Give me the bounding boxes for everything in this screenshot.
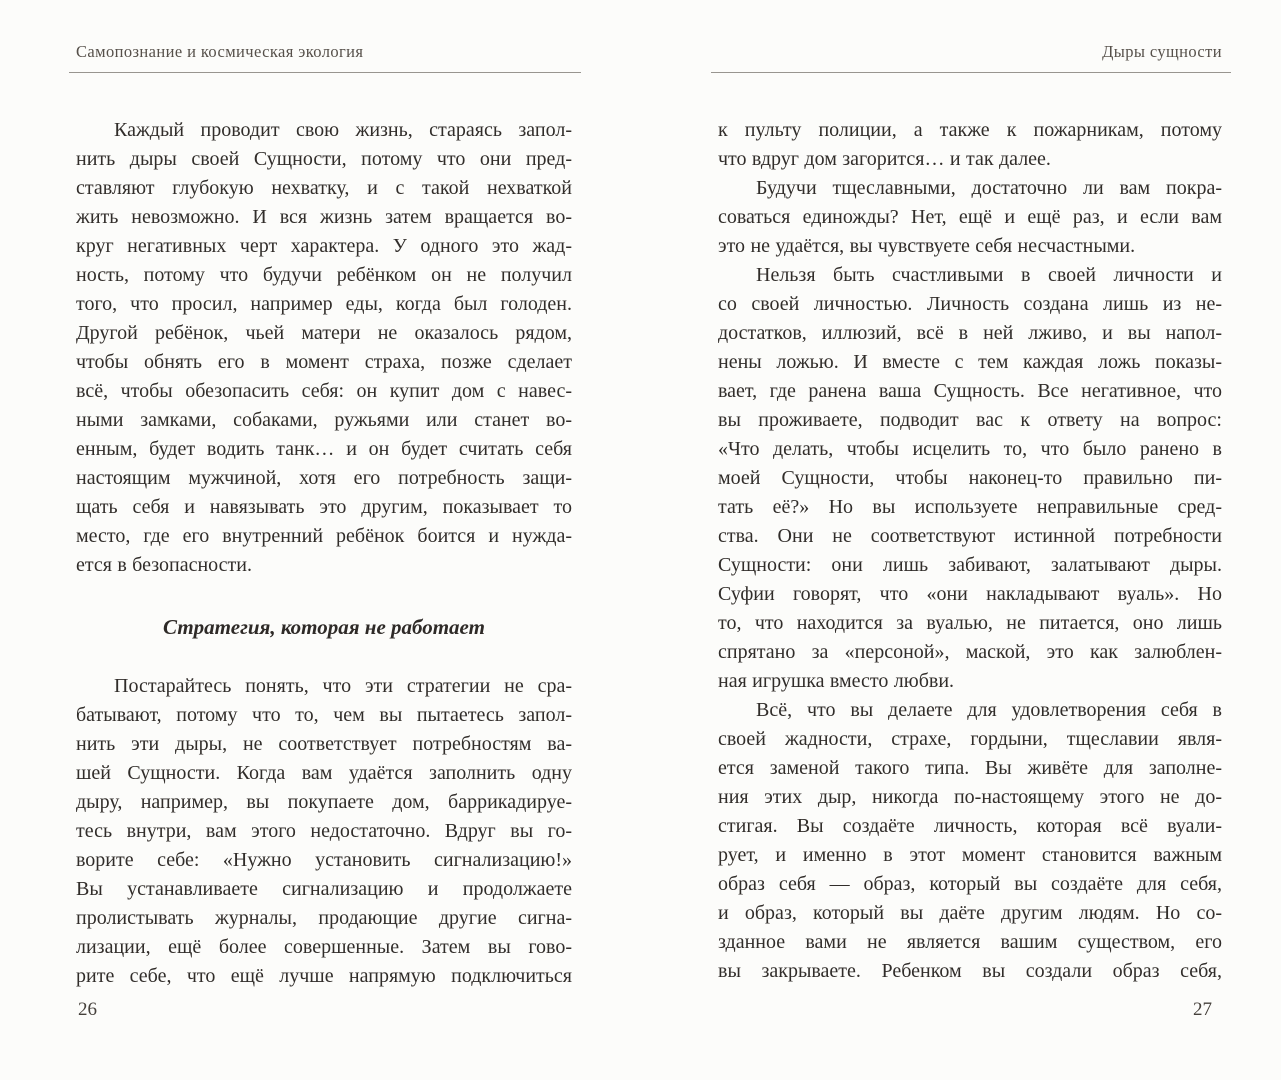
text-line: Суфии говорят, что «они накладывают вуаль». Но: [718, 583, 1222, 605]
text-line: «Что делать, чтобы исцелить то, что было ранено в: [718, 438, 1222, 460]
text-line: тать её?» Но вы используете неправильные сред-: [718, 496, 1222, 518]
text-line: нены ложью. И вместе с тем каждая ложь показы-: [718, 351, 1222, 373]
text-line: Всё, что вы делаете для удовлетворения себя в: [756, 699, 1222, 721]
page-body-right: [718, 116, 1222, 986]
paragraph: [718, 174, 1222, 261]
text-line: Будучи тщеславными, достаточно ли вам покра-: [756, 177, 1222, 199]
text-line: спрятано за «персоной», маской, это как залюблен-: [718, 641, 1222, 663]
text-line: место, где его внутренний ребёнок боится и нужда-: [76, 525, 572, 547]
text-line: вает, где ранена ваша Сущность. Все негативное, что: [718, 380, 1222, 402]
text-line: к пульту полиции, а также к пожарникам, потому: [718, 119, 1222, 141]
running-head-right: Дыры сущности: [1102, 42, 1222, 61]
text-line: ставляют глубокую нехватку, и с такой нехваткой: [76, 177, 572, 199]
text-line: нить эти дыры, не соответствует потребностям ва-: [76, 733, 572, 755]
text-line: моей Сущности, чтобы наконец-то правильно пи-: [718, 467, 1222, 489]
text-line: Вы устанавливаете сигнализацию и продолжаете: [76, 878, 572, 900]
text-line: Нельзя быть счастливыми в своей личности и: [756, 264, 1222, 286]
text-line: зданное вами не является вашим существом, его: [718, 931, 1222, 953]
running-head-left: Самопознание и космическая экология: [76, 42, 364, 61]
header-rule-right: [711, 72, 1231, 73]
text-line: тесь внутри, вам этого недостаточно. Вдруг вы го-: [76, 820, 572, 842]
text-line: вы проживаете, подводит вас к ответу на вопрос:: [718, 409, 1222, 431]
text-line: и образ, который вы даёте другим людям. Но со-: [718, 902, 1222, 924]
text-line: ными замками, собаками, ружьями или станет во-: [76, 409, 572, 431]
text-line: ная игрушка вместо любви.: [718, 670, 955, 692]
text-line: нить дыры своей Сущности, потому что они пред-: [76, 148, 572, 170]
text-line: своей жадности, страхе, гордыни, тщеславии явля-: [718, 728, 1222, 750]
text-line: Каждый проводит свою жизнь, стараясь запол-: [114, 119, 572, 141]
paragraph: [76, 116, 572, 580]
text-line: енным, будет водить танк… и он будет считать себя: [76, 438, 572, 460]
page-number-left: 26: [78, 999, 97, 1020]
text-line: лизации, ещё более совершенные. Затем вы гово-: [76, 936, 572, 958]
text-line: того, что просил, например еды, когда был голоден.: [76, 293, 572, 315]
page-left: [76, 0, 572, 1080]
text-line: ность, потому что будучи ребёнком он не получил: [76, 264, 572, 286]
page-right: [718, 0, 1222, 1080]
text-line: достатков, иллюзий, всё в ней лживо, и вы напол-: [718, 322, 1222, 344]
page-body-left: [76, 116, 572, 991]
text-line: рует, и именно в этот момент становится важным: [718, 844, 1222, 866]
text-line: это не удаётся, вы чувствуете себя несчастными.: [718, 235, 1136, 257]
section-heading: Стратегия, которая не работает: [163, 615, 485, 639]
text-line: ния этих дыр, никогда по-настоящему этого не до-: [718, 786, 1222, 808]
text-line: соваться единожды? Нет, ещё и ещё раз, и если вам: [718, 206, 1222, 228]
text-line: щать себя и навязывать это другим, показывает то: [76, 496, 572, 518]
text-line: со своей личностью. Личность создана лишь из не-: [718, 293, 1222, 315]
text-line: образ себя — образ, который вы создаёте для себя,: [718, 873, 1222, 895]
text-line: Постарайтесь понять, что эти стратегии не сра-: [114, 675, 572, 697]
paragraph: [718, 261, 1222, 696]
text-line: Сущности: они лишь забивают, залатывают дыры.: [718, 554, 1222, 576]
paragraph: [76, 672, 572, 991]
text-line: чтобы обнять его в момент страха, позже сделает: [76, 351, 572, 373]
text-line: стигая. Вы создаёте личность, которая всё вуали-: [718, 815, 1222, 837]
text-line: рите себе, что ещё лучше напрямую подключиться: [76, 965, 572, 987]
text-line: что вдруг дом загорится… и так далее.: [718, 148, 1051, 170]
page-number-right: 27: [1193, 999, 1212, 1020]
text-line: батывают, потому что то, чем вы пытаетесь запол-: [76, 704, 572, 726]
text-line: ства. Они не соответствуют истинной потребности: [718, 525, 1222, 547]
text-line: пролистывать журналы, продающие другие сигна-: [76, 907, 572, 929]
text-line: то, что находится за вуалью, не питается, оно лишь: [718, 612, 1222, 634]
text-line: Другой ребёнок, чьей матери не оказалось рядом,: [76, 322, 572, 344]
text-line: ворите себе: «Нужно установить сигнализацию!»: [76, 849, 572, 871]
paragraph: [718, 696, 1222, 986]
text-line: вы закрываете. Ребенком вы создали образ себя,: [718, 960, 1222, 982]
text-line: настоящим мужчиной, хотя его потребность защи-: [76, 467, 572, 489]
text-line: ется в безопасности.: [76, 554, 252, 576]
paragraph: [718, 116, 1222, 174]
text-line: всё, чтобы обезопасить себя: он купит дом с навес-: [76, 380, 572, 402]
text-line: ется заменой такого типа. Вы живёте для заполне-: [718, 757, 1222, 779]
header-rule-left: [69, 72, 581, 73]
text-line: дыру, например, вы покупаете дом, баррикадируе-: [76, 791, 572, 813]
text-line: жить невозможно. И вся жизнь затем вращается во-: [76, 206, 572, 228]
text-line: круг негативных черт характера. У одного это жад-: [76, 235, 572, 257]
text-line: шей Сущности. Когда вам удаётся заполнить одну: [76, 762, 572, 784]
